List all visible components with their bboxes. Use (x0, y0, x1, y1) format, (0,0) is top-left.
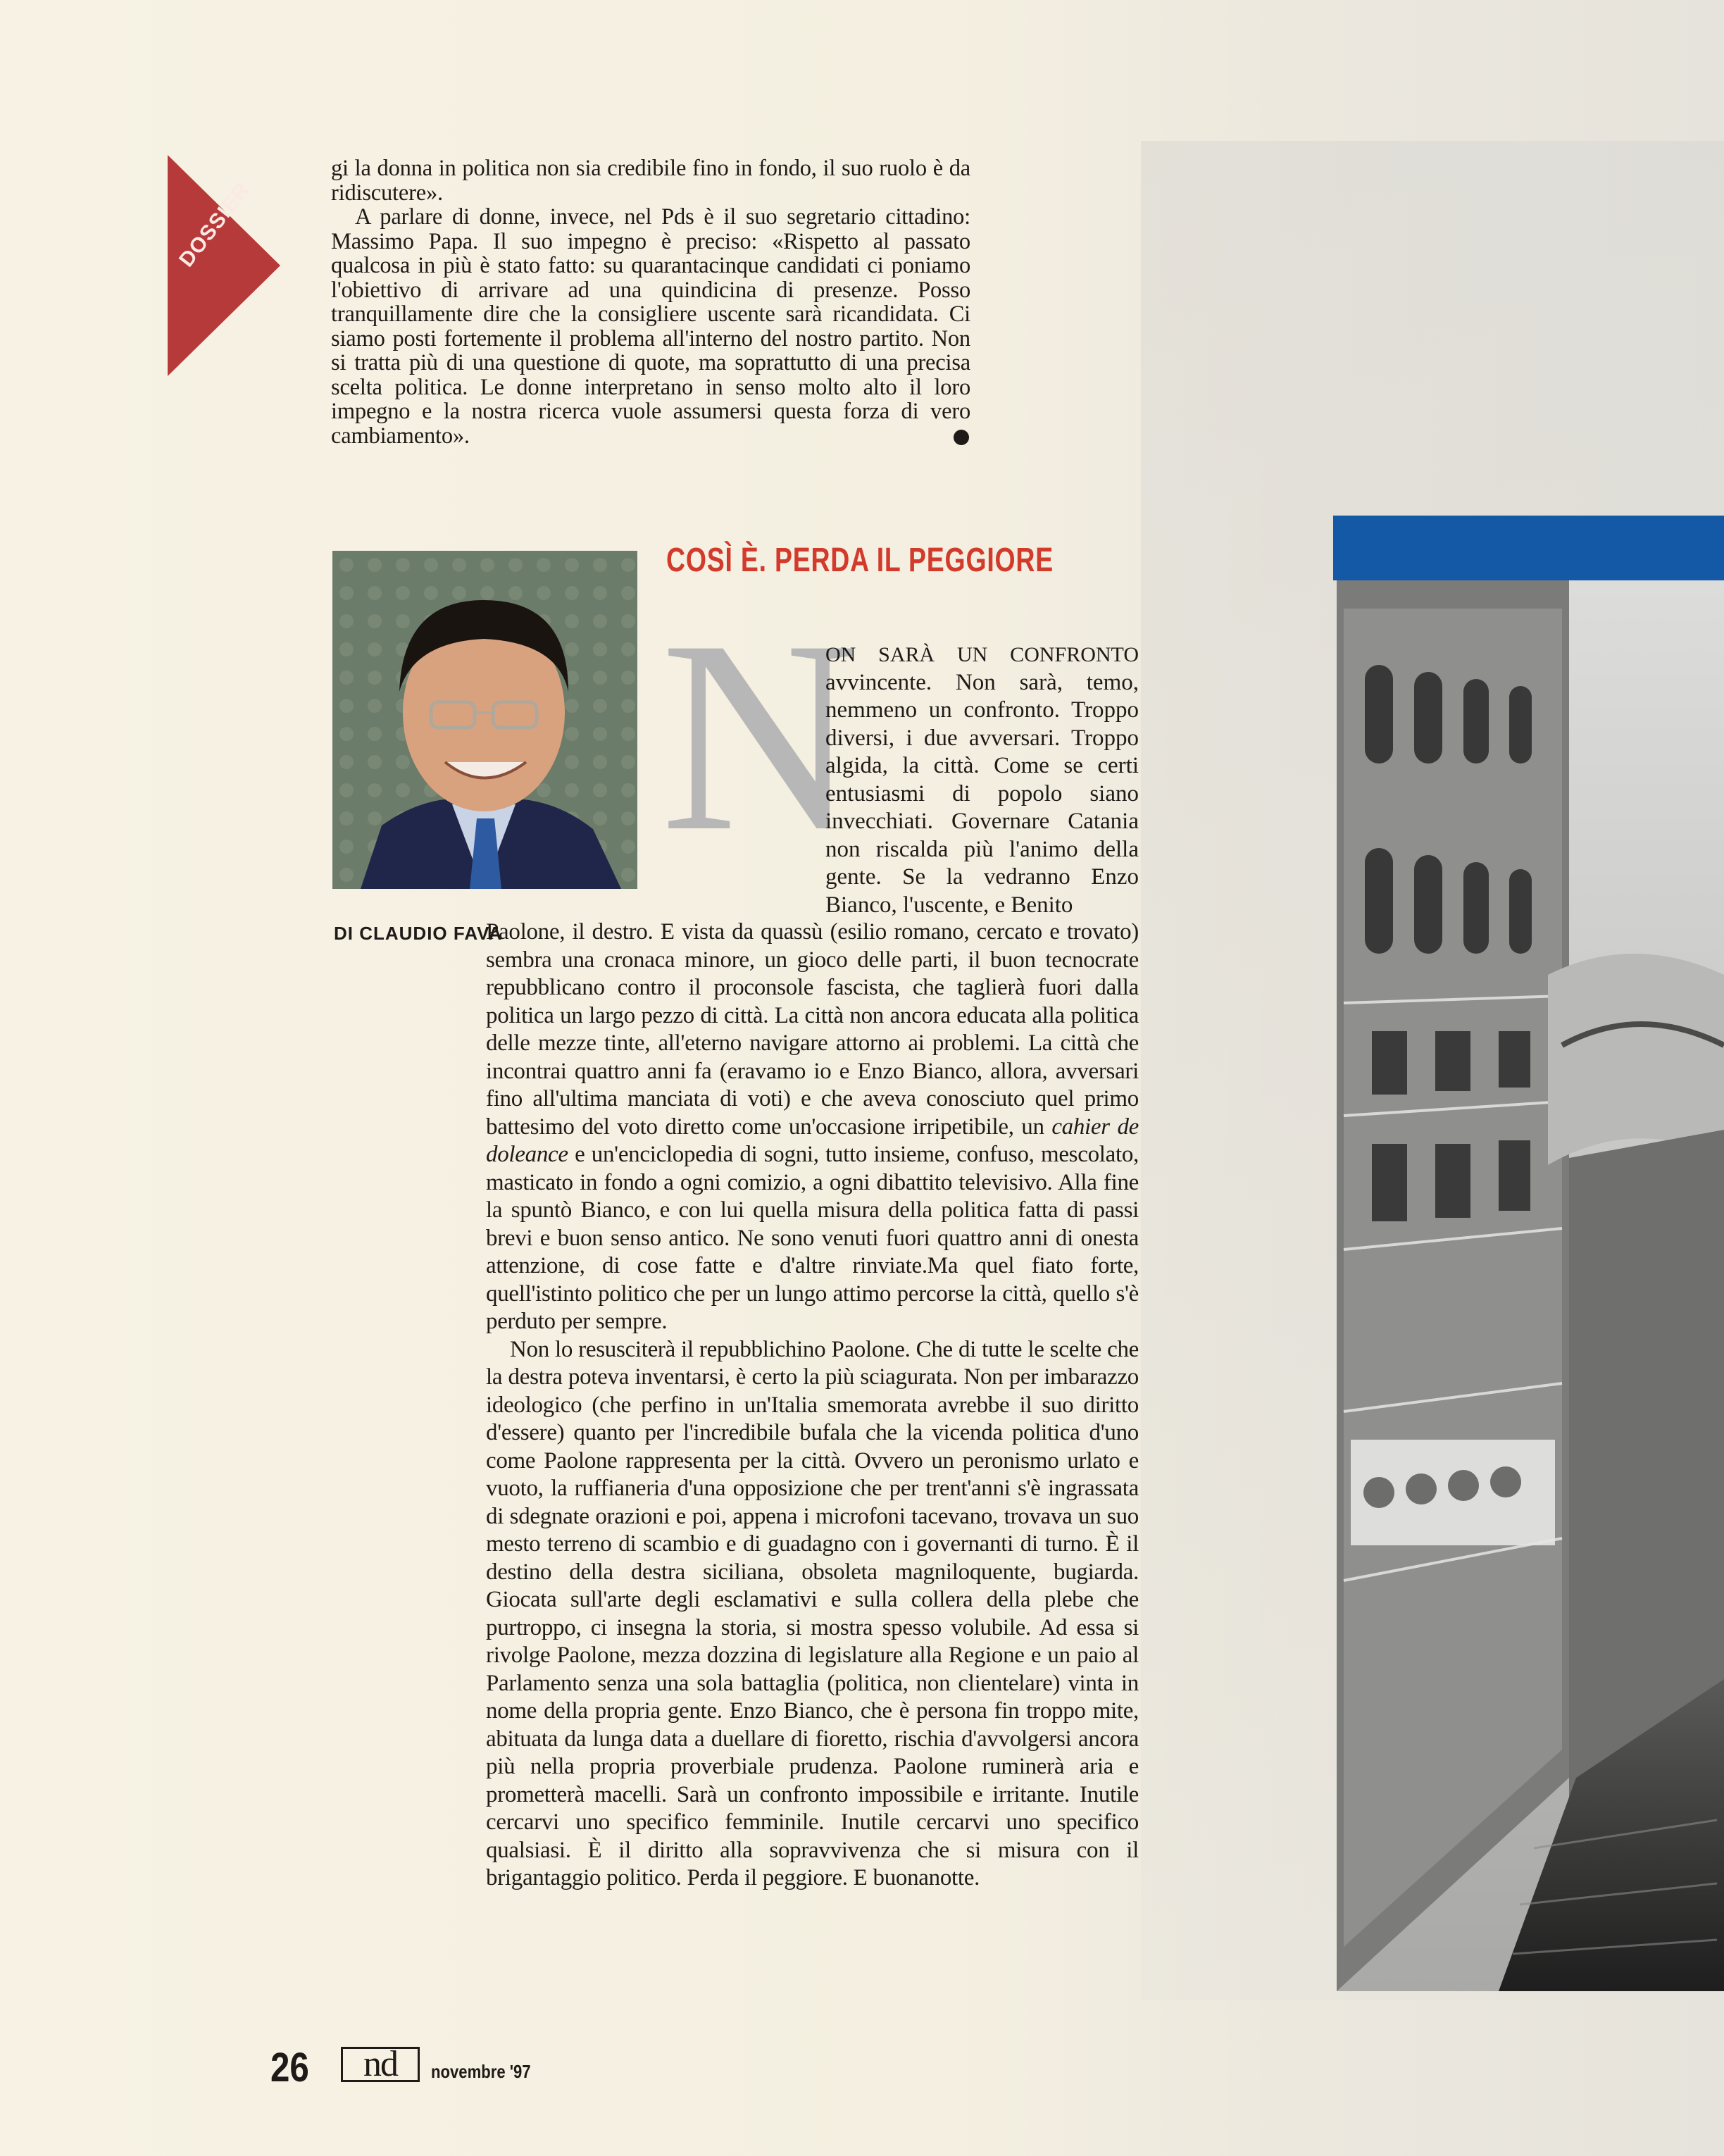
article-body (486, 918, 1139, 1893)
intro-paragraph-2 (331, 205, 970, 448)
drop-cap: N (661, 584, 859, 888)
lead-text: avvincente. Non sarà, temo, nemmeno un confronto. Troppo diversi, i due avversari. Troppo algida, la città. Come se certi entusiasmi di popolo siano invecchiati. Governare Catania non riscalda più l'animo della gente. Se la vedranno Enzo Bianco, l'uscente, e Benito (825, 669, 1139, 918)
intro-paragraph-1: gi la donna in politica non sia credibile fino in fondo, il suo ruolo è da ridiscutere». (331, 156, 970, 206)
magazine-logo: nd (341, 2047, 420, 2082)
author-photo (332, 551, 637, 889)
bridge-of-sighs-image-icon (1337, 580, 1724, 1991)
end-bullet-icon (954, 430, 969, 445)
body-paragraph-1a: Paolone, il destro. E vista da quassù (esilio romano, cercato e trovato) sembra una cronaca minore, un gioco delle parti, il buon tecnocrate repubblicano contro il proconsole fascista, che taglierà fuori dalla politica un largo pezzo di città. La città non ancora educata alla politica delle mezze tinte, all'eterno navigare attorno ai problemi. La città che incontrai quattro anni fa (eravamo io e Enzo Bianco, allora, avversari fino all'ultima manciata di voti) e che aveva conosciuto quel primo battesimo del voto diretto come un'occasione irripetibile, un (486, 919, 1139, 1140)
intro-text (331, 156, 970, 448)
issue-date: novembre '97 (431, 2061, 531, 2082)
body-paragraph-2: Non lo resusciterà il repubblichino Paolone. Che di tutte le scelte che la destra poteva inventarsi, è certo la più sciagurata. Non per imbarazzo ideologico (che perfino in un'Italia smemorata avrebbe il suo diritto d'essere) quanto per l'incredibile bufala che la vicenda politica d'uno come Paolone rappresenta per la città. Ovvero un peronismo urlato e vuoto, la ruffianeria d'una opposizione che per trent'anni s'è ingrassata di sdegnate orazioni e poi, appena i microfoni tacevano, trovava un suo mesto terreno di scambio e di guadagno con i governanti di turno. È il destino della destra siciliana, obsoleta magniloquente, bugiarda. Giocata sull'arte degli esclamativi e sulla collera della plebe che purtroppo, ci insegna la storia, si mostra spesso volubile. Ad essa si rivolge Paolone, mezza dozzina di legislature alla Regione e un paio al Parlamento senza una sola battaglia (politica, non clientelare) vinta in nome della propria gente. Enzo Bianco, che è persona fin troppo mite, abituata da lunga data a duellare di fioretto, rischia d'avvolgersi ancora più nella propria proverbiale prudenza. Paolone ruminerà aria e prometterà macelli. Sarà un confronto impossibile e irritante. Inutile cercarvi uno specifico femminile. Inutile cercarvi uno specifico qualsiasi. È il diritto alla sopravvivenza che si misura con il brigantaggio politico. Perda il peggiore. E buonanotte. (486, 1336, 1139, 1890)
lead-smallcaps: ON SARÀ UN CONFRONTO (825, 643, 1139, 666)
dossier-tab (168, 155, 280, 376)
author-portrait-icon (332, 551, 637, 889)
dossier-label: DOSSIER (175, 178, 255, 272)
body-paragraph-1b: e un'enciclopedia di sogni, tutto insieme, confuso, mescolato, masticato in fondo a ogni comizio, a ogni dibattito televisivo. Alla fine la spuntò Bianco, e con lui quella misura della politica fatta di passi brevi e buon senso antico. Ne sono venuti fuori quattro anni di onesta attenzione, di cose fatte e d'altre rinviate.Ma quel fiato forte, quell'istinto politico che per un lungo attimo percorse la città, quello s'è perduto per sempre. (486, 1142, 1139, 1334)
venice-photo (1337, 580, 1724, 1991)
blue-header-bar (1333, 516, 1724, 580)
intro-paragraph-2-text: A parlare di donne, invece, nel Pds è il suo segretario cittadino: Massimo Papa. Il suo impegno è preciso: «Rispetto al passato qualcosa in più è stato fatto: su quarantacinque candidati ci poniamo l'obiettivo di arrivare ad una quindicina di presenze. Posso tranquillamente dire che la consigliere uscente sarà ricandidata. Ci siamo posti fortemente il problema all'interno del nostro partito. Non si tratta più di una questione di quote, ma soprattutto di una precisa scelta politica. Le donne interpretano in senso molto alto il loro impegno e la nostra ricerca vuole assumersi questa forza di vero cambiamento». (331, 204, 970, 449)
page-number: 26 (270, 2045, 309, 2090)
author-byline: DI CLAUDIO FAVA (334, 923, 503, 944)
article-headline: COSÌ È. PERDA IL PEGGIORE (666, 542, 1054, 579)
body-paragraph-1 (486, 918, 1139, 1336)
italic-phrase: cahier de doleance (486, 1114, 1139, 1167)
article-lead (825, 641, 1139, 919)
